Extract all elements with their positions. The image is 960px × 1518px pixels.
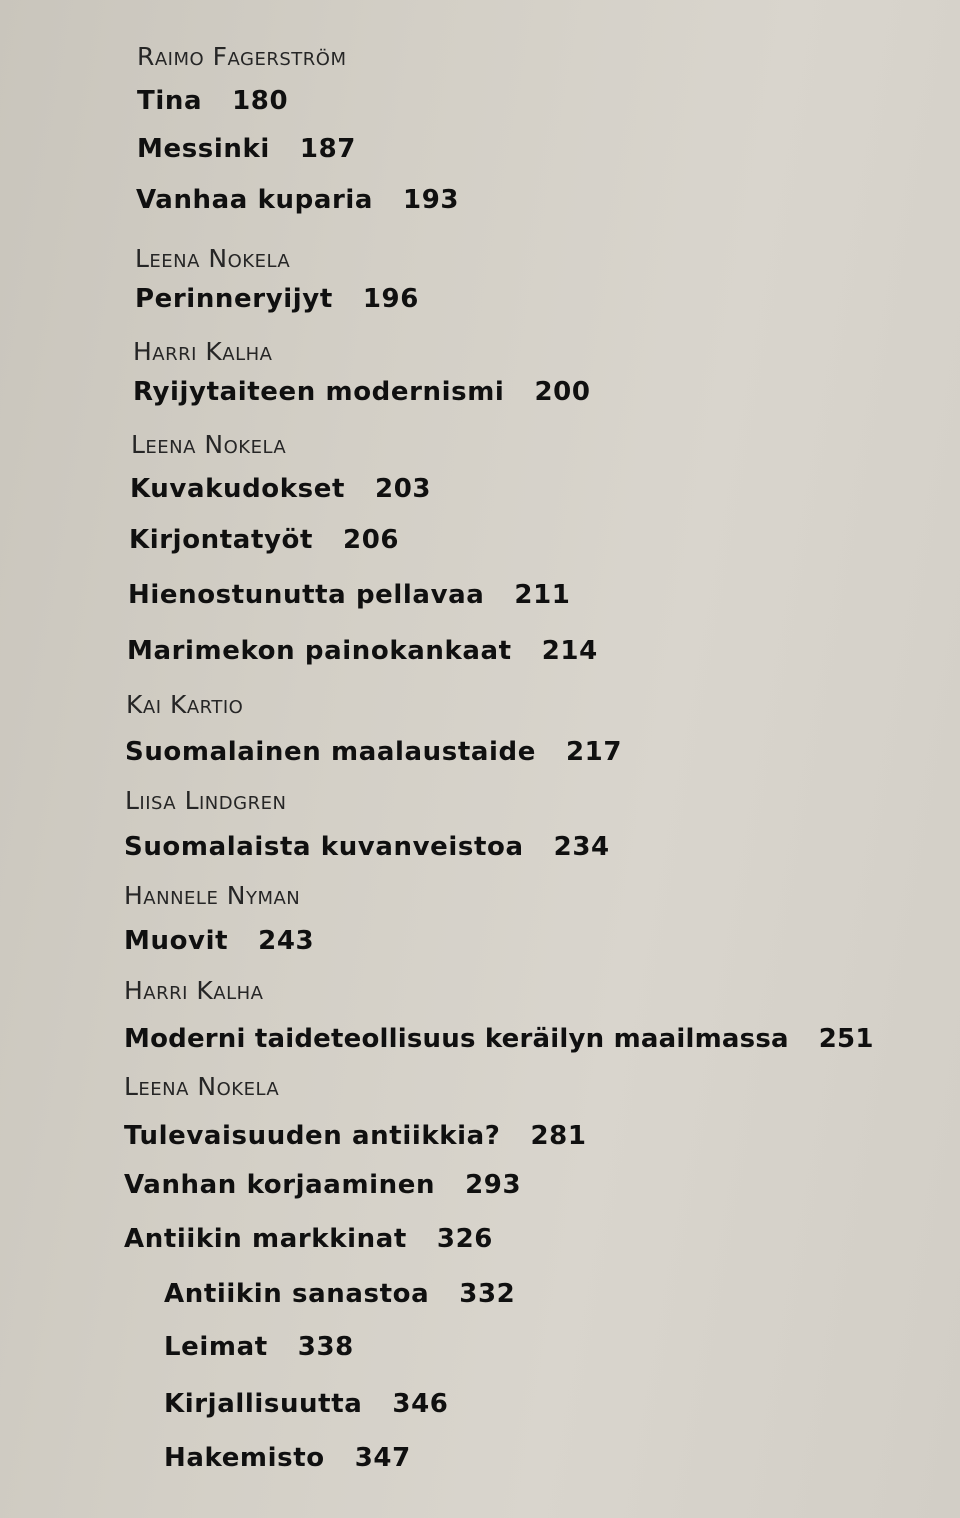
author-name: Harri Kalha [124,976,264,1005]
entry-title: Suomalainen maalaustaide [125,737,536,767]
page-number: 234 [553,832,610,862]
page-number: 217 [565,737,623,767]
toc-entry [124,1224,493,1254]
entry-title: Tina [137,86,203,116]
toc-entry [135,284,419,314]
page-number: 206 [343,525,400,555]
page-number: 251 [818,1024,874,1054]
page-number: 338 [297,1332,354,1362]
page-number: 346 [392,1389,449,1419]
toc-entry [125,737,622,767]
toc-entry [136,185,459,215]
page-number: 326 [436,1224,493,1254]
entry-title: Kuvakudokset [130,474,345,504]
toc-entry [124,926,314,956]
toc-entry [130,474,431,504]
toc-entry [124,1024,874,1054]
entry-title: Perinneryijyt [135,284,333,314]
page-number: 180 [232,86,289,116]
author-name: Leena Nokela [124,1072,280,1101]
page-number: 193 [403,185,460,215]
entry-title: Vanhan korjaaminen [124,1170,436,1200]
toc-subentry [164,1279,515,1309]
entry-title: Suomalaista kuvanveistoa [124,832,524,862]
page-number: 243 [258,926,315,956]
page-number: 281 [530,1121,587,1151]
page-number: 200 [534,377,591,407]
entry-title: Hienostunutta pellavaa [128,580,485,610]
entry-title: Kirjontatyöt [129,525,314,555]
page-number: 293 [465,1170,522,1200]
toc-entry [127,636,598,666]
entry-title: Tulevaisuuden antiikkia? [124,1121,501,1151]
entry-title: Hakemisto [164,1443,325,1473]
toc-entry [124,1121,587,1151]
toc-entry [133,377,591,407]
page-number: 203 [375,474,432,504]
entry-title: Messinki [137,134,270,164]
author-name: Hannele Nyman [124,881,301,910]
entry-title: Antiikin markkinat [124,1224,407,1254]
author-name: Raimo Fagerström [137,42,347,71]
page-number: 332 [459,1279,516,1309]
entry-title: Moderni taideteollisuus keräilyn maailmassa [124,1024,789,1054]
entry-title: Marimekon painokankaat [127,636,512,666]
author-name: Liisa Lindgren [125,786,287,815]
toc-entry [128,580,571,610]
toc-subentry [164,1332,354,1362]
author-name: Harri Kalha [133,337,273,366]
entry-title: Kirjallisuutta [164,1389,363,1419]
toc-entry [124,832,610,862]
author-name: Leena Nokela [131,430,287,459]
author-name: Leena Nokela [135,244,291,273]
toc-subentry [164,1389,448,1419]
page-number: 196 [362,284,419,314]
toc-entry [137,86,288,116]
toc-entry [137,134,356,164]
page-number: 214 [541,636,598,666]
entry-title: Antiikin sanastoa [164,1279,430,1309]
page-number: 347 [354,1443,411,1473]
toc-subentry [164,1443,411,1473]
toc-entry [129,525,399,555]
page-number: 187 [299,134,356,164]
toc-entry [124,1170,521,1200]
entry-title: Ryijytaiteen modernismi [133,377,505,407]
entry-title: Vanhaa kuparia [136,185,374,215]
author-name: Kai Kartio [126,690,244,719]
entry-title: Leimat [164,1332,268,1362]
entry-title: Muovit [124,926,229,956]
page-number: 211 [514,580,571,610]
